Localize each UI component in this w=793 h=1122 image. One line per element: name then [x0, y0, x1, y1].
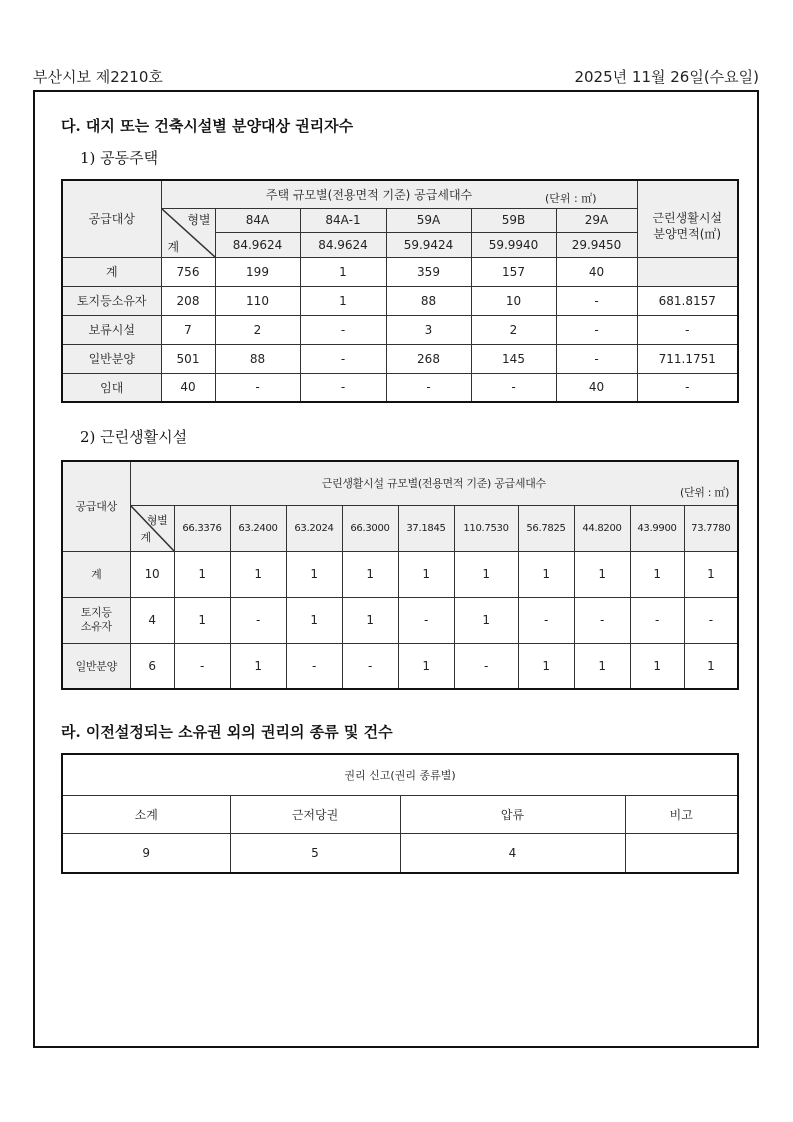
rights-value [625, 833, 738, 873]
commercial-area: 66.3376 [174, 505, 230, 551]
rights-value: 4 [400, 833, 625, 873]
commercial-area: 63.2024 [286, 505, 342, 551]
row-label: 계 [62, 257, 161, 286]
cell-value: 1 [684, 643, 738, 689]
cell-value: 1 [342, 551, 398, 597]
row-total: 40 [161, 373, 215, 402]
housing-diagonal-header [161, 208, 215, 257]
cell-value: 1 [230, 643, 286, 689]
table-row [62, 257, 738, 286]
commercial-table [61, 460, 739, 690]
diag-top-label: 형별 [187, 212, 211, 227]
commercial-area: 43.9900 [630, 505, 684, 551]
rights-column-header: 소계 [62, 795, 230, 833]
row-label: 임대 [62, 373, 161, 402]
cell-value: 1 [174, 597, 230, 643]
cell-value: - [454, 643, 518, 689]
cell-value: 2 [215, 315, 300, 344]
cell-value: - [518, 597, 574, 643]
cell-value: 145 [471, 344, 556, 373]
cell-value: 359 [386, 257, 471, 286]
commercial-subtitle: 2) 근린생활시설 [80, 428, 188, 446]
commercial-area: 66.3000 [342, 505, 398, 551]
commercial-diagonal-header [130, 505, 174, 551]
row-total: 501 [161, 344, 215, 373]
cell-value: 1 [300, 257, 386, 286]
facility-area [637, 257, 738, 286]
cell-value: 1 [574, 551, 630, 597]
cell-value: 1 [574, 643, 630, 689]
cell-value: - [398, 597, 454, 643]
cell-value: - [342, 643, 398, 689]
commercial-area: 73.7780 [684, 505, 738, 551]
diag-bottom-label: 계 [140, 530, 151, 544]
table-row [62, 373, 738, 402]
cell-value: - [300, 315, 386, 344]
cell-value: 1 [286, 551, 342, 597]
cell-value: 1 [342, 597, 398, 643]
commercial-area: 37.1845 [398, 505, 454, 551]
housing-table [61, 179, 739, 403]
commercial-area: 56.7825 [518, 505, 574, 551]
cell-value: 1 [684, 551, 738, 597]
cell-value: 1 [300, 286, 386, 315]
table-row [62, 315, 738, 344]
cell-value: - [300, 344, 386, 373]
cell-value: - [574, 597, 630, 643]
commercial-area: 110.7530 [454, 505, 518, 551]
row-label: 토지등소유자 [62, 286, 161, 315]
cell-value: 110 [215, 286, 300, 315]
cell-value: 88 [386, 286, 471, 315]
housing-area: 84.9624 [215, 232, 300, 257]
section-da-title: 다. 대지 또는 건축시설별 분양대상 권리자수 [61, 117, 354, 135]
facility-area: 681.8157 [637, 286, 738, 315]
cell-value: 1 [630, 643, 684, 689]
table-row [62, 344, 738, 373]
table-row [62, 597, 738, 643]
row-total: 6 [130, 643, 174, 689]
rights-column-header: 근저당권 [230, 795, 400, 833]
commercial-group-header [130, 461, 738, 505]
rights-value: 5 [230, 833, 400, 873]
row-label: 계 [62, 551, 130, 597]
housing-area: 84.9624 [300, 232, 386, 257]
cell-value: 2 [471, 315, 556, 344]
cell-value: 1 [518, 551, 574, 597]
cell-value: 1 [398, 551, 454, 597]
cell-value: 199 [215, 257, 300, 286]
commercial-unit: (단위 : ㎡) [679, 486, 730, 499]
housing-type: 84A-1 [300, 208, 386, 232]
cell-value: 40 [556, 373, 637, 402]
commercial-supply-target-header: 공급대상 [62, 461, 130, 551]
housing-unit: (단위 : ㎡) [544, 192, 597, 205]
cell-value: - [386, 373, 471, 402]
cell-value: - [556, 315, 637, 344]
rights-column-header: 비고 [625, 795, 738, 833]
rights-value: 9 [62, 833, 230, 873]
rights-column-header: 압류 [400, 795, 625, 833]
cell-value: 1 [286, 597, 342, 643]
bulletin-date: 2025년 11월 26일(수요일) [574, 68, 759, 86]
cell-value: 10 [471, 286, 556, 315]
cell-value: 268 [386, 344, 471, 373]
row-total: 10 [130, 551, 174, 597]
rights-table-header: 권리 신고(권리 종류별) [62, 754, 738, 795]
cell-value: - [286, 643, 342, 689]
diag-top-label: 형별 [146, 513, 168, 527]
table-row [62, 833, 738, 873]
commercial-group-header-text: 근린생활시설 규모별(전용면적 기준) 공급세대수 [321, 477, 546, 491]
cell-value: - [230, 597, 286, 643]
cell-value: - [556, 344, 637, 373]
cell-value: - [556, 286, 637, 315]
cell-value: 157 [471, 257, 556, 286]
cell-value: - [300, 373, 386, 402]
cell-value: 1 [174, 551, 230, 597]
housing-type: 29A [556, 208, 637, 232]
housing-group-header-text: 주택 규모별(전용면적 기준) 공급세대수 [265, 187, 473, 202]
cell-value: 3 [386, 315, 471, 344]
housing-type: 84A [215, 208, 300, 232]
rights-table [61, 753, 739, 874]
facility-area-header: 근린생활시설 분양면적(㎡) [637, 180, 738, 257]
housing-type: 59A [386, 208, 471, 232]
cell-value: - [471, 373, 556, 402]
row-label: 보류시설 [62, 315, 161, 344]
cell-value: 1 [398, 643, 454, 689]
row-total: 4 [130, 597, 174, 643]
facility-area: - [637, 373, 738, 402]
table-row [62, 286, 738, 315]
table-row [62, 643, 738, 689]
facility-area: - [637, 315, 738, 344]
row-total: 756 [161, 257, 215, 286]
commercial-area: 44.8200 [574, 505, 630, 551]
table-row [62, 551, 738, 597]
housing-subtitle: 1) 공동주택 [80, 149, 159, 167]
housing-group-header [161, 180, 637, 208]
cell-value: - [174, 643, 230, 689]
row-label: 일반분양 [62, 643, 130, 689]
cell-value: - [684, 597, 738, 643]
bulletin-issue: 부산시보 제2210호 [33, 68, 163, 86]
cell-value: - [215, 373, 300, 402]
cell-value: 1 [454, 597, 518, 643]
row-total: 208 [161, 286, 215, 315]
housing-area: 59.9424 [386, 232, 471, 257]
cell-value: 1 [230, 551, 286, 597]
housing-supply-target-header: 공급대상 [62, 180, 161, 257]
cell-value: 1 [454, 551, 518, 597]
facility-area: 711.1751 [637, 344, 738, 373]
row-label: 토지등 소유자 [62, 597, 130, 643]
diag-bottom-label: 계 [167, 239, 180, 254]
section-ra-title: 라. 이전설정되는 소유권 외의 권리의 종류 및 건수 [61, 723, 393, 741]
housing-type: 59B [471, 208, 556, 232]
housing-area: 59.9940 [471, 232, 556, 257]
cell-value: 1 [630, 551, 684, 597]
row-label: 일반분양 [62, 344, 161, 373]
cell-value: 40 [556, 257, 637, 286]
row-total: 7 [161, 315, 215, 344]
commercial-area: 63.2400 [230, 505, 286, 551]
cell-value: - [630, 597, 684, 643]
cell-value: 88 [215, 344, 300, 373]
housing-area: 29.9450 [556, 232, 637, 257]
cell-value: 1 [518, 643, 574, 689]
